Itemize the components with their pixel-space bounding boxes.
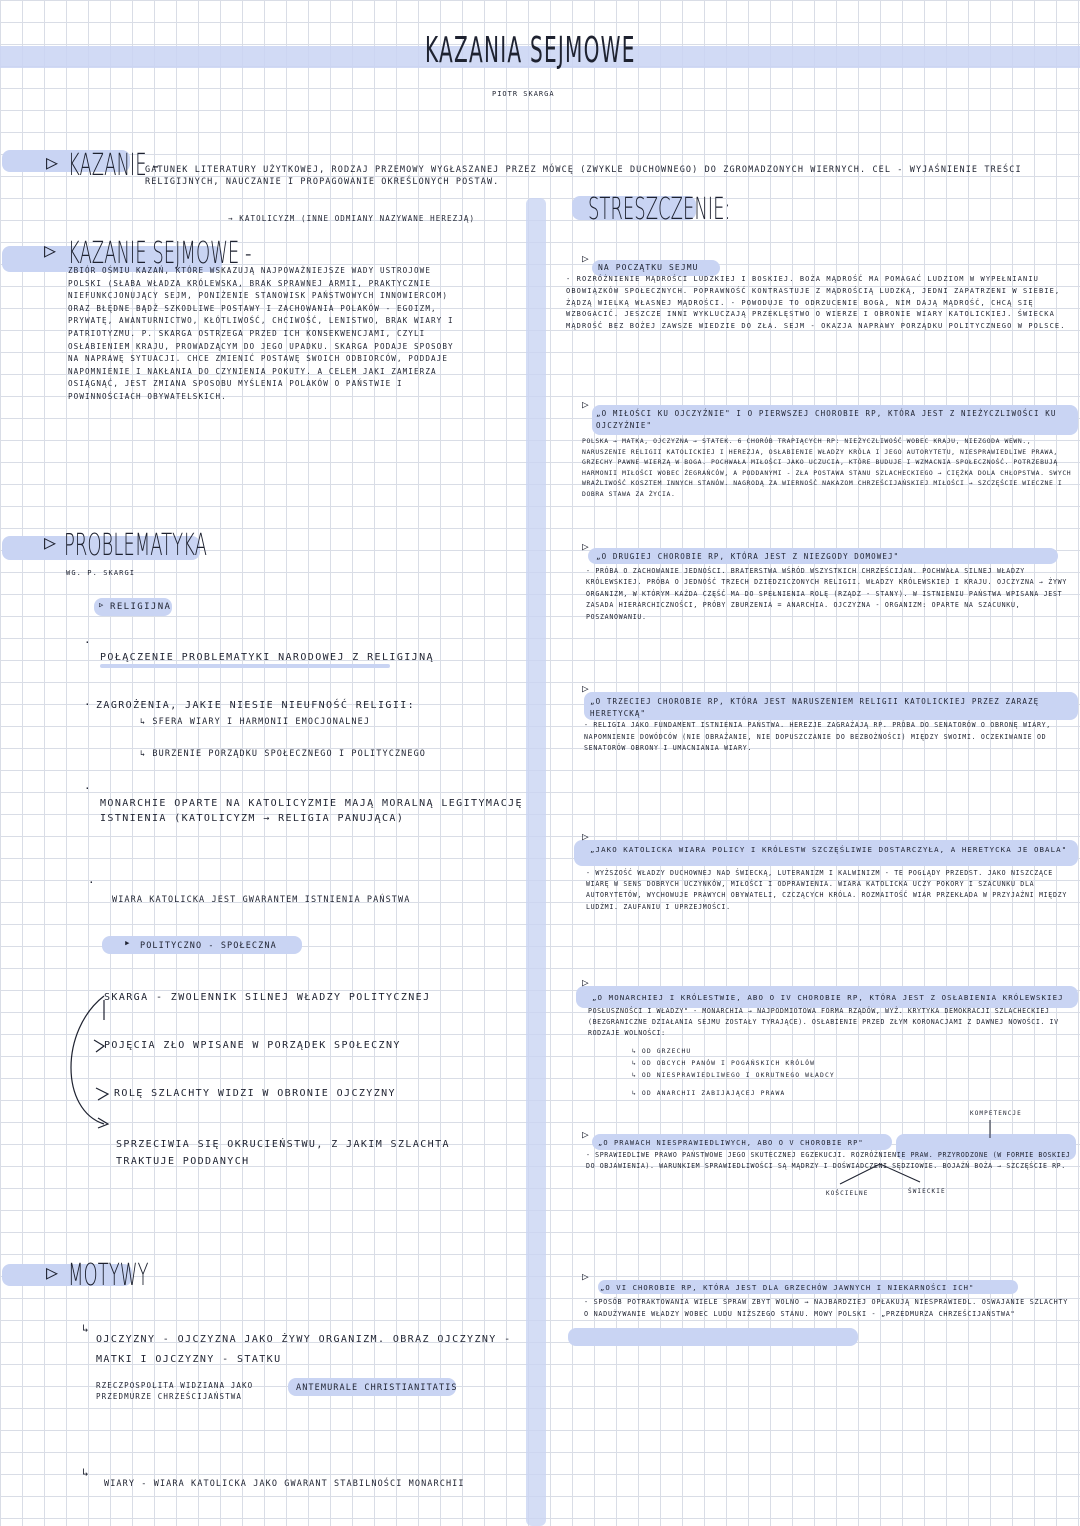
zagrozenie-item: ↳ SFERA WIARY I HARMONII EMOCJONALNEJ	[140, 717, 371, 727]
bullet-icon: ·	[84, 782, 91, 795]
triangle-icon: ▷	[46, 150, 59, 174]
triangle-icon: ▷	[582, 1270, 589, 1283]
summary-title: „O PRAWACH NIESPRAWIEDLIWYCH, ABO O V CHOROBIE RP"	[598, 1139, 864, 1147]
summary-title: „O MONARCHIEJ I KRÓLESTWIE, ABO O IV CHOROBIE RP, KTÓRA JEST Z OSŁABIENIA KRÓLEWSKIEJ	[592, 993, 1064, 1002]
summary-text: POLSKA → MATKA, OJCZYZNA → STATEK. 6 CHORÓB TRAPIĄCYCH RP: NIEŻYCZLIWOŚĆ WOBEC KRAJU, NIEZGODA WEWN., NARUSZENIE RELIGII KATOLICKIEJ I HEREZJA, OSŁABIENIE WŁADZY KRÓLA I JEGO AUTORYTETU, NIESPRAWIEDLIWE PRAWA, GRZECHY PAWNE WIERZĄ W BOGA. POCHWAŁA MIŁOŚCI JAKO UCZUCIA, KTÓRE BUDUJE I WZMACNIA SPOŁECZNOŚĆ. POTRZEBUJĄ HARMONII MIŁOŚCI WOBEC ŻEGRAŃCÓW, A PODDANYMI - ZŁA POSTAWA STANU SZLACHECKIEGO → CIĘŻKA DOLA CHŁOPSTWA. SWYCH WRAŻLIWOŚĆ KOSZTEM INNYCH STANÓW. NAGRODĄ ZA WIERNOŚĆ NAKAZOM CHRZEŚCIJAŃSKIEJ MIŁOŚCI → SZCZĘŚCIE WIECZNE I DOBRA STAWA ZA ŻYCIA.	[582, 437, 1072, 498]
triangle-icon: ▷	[582, 540, 589, 553]
summary-text: - ROZRÓŻNIENIE MĄDROŚCI LUDZKIEJ I BOSKIEJ. BOŻA MĄDROŚĆ MA POMAGAĆ LUDZIOM W WYPEŁNIANIU OBOWIĄZKÓW SPOŁECZNYCH. POPRAWNOŚĆ KONTRASTUJE Z MĄDROŚCIĄ LUDZKĄ, JEDNI ZAPATRZENI W SIEBIE, ŻĄDZĄ WIELKĄ WŁASNEJ MĄDROŚCI. - POWODUJE TO ODRZUCENIE BOGA, NIM DAJĄ MĄDROŚĆ, CHCĄ SIĘ WZBOGACIĆ. JESZCZE INNI WYKLUCZAJĄ PRZEKLĘSTWO O WIERZE I OBRONIE WIARY KATOLICKIEJ. ŚWIECKA MĄDROŚĆ BEZ BOŻEJ ZAWSZE WIEDZIE DO ZŁA. SEJM - OKAZJA NAPRAWY PORZĄDKU POLITYCZNEGO W POLSCE.	[566, 275, 1066, 331]
problem-item: ZAGROŻENIA, JAKIE NIESIE NIEUFNOŚĆ RELIGII:	[96, 700, 416, 711]
triangle-icon: ▷	[582, 398, 589, 411]
kazanie-sejmowe-heading: KAZANIE SEJMOWE -	[68, 236, 252, 271]
bullet-icon: ·	[84, 636, 91, 649]
triangle-icon: ▹	[98, 598, 105, 611]
arrow-icon: ↳	[82, 1466, 89, 1479]
kazanie-heading: KAZANIE -	[68, 148, 159, 183]
triangle-icon: ▷	[44, 530, 57, 554]
branch-left: KOŚCIELNE	[826, 1190, 869, 1197]
summary-title: „O TRZECIEJ CHOROBIE RP, KTÓRA JEST NARUSZENIEM RELIGII KATOLICKIEJ PRZEZ ZARAZĘ HERETYCKĄ"	[590, 697, 1040, 718]
bullet-icon: ·	[84, 698, 91, 711]
motywy-heading: MOTYWY	[68, 1258, 149, 1293]
kazanie-sejmowe-definition: ZBIÓR OŚMIU KAZAŃ, KTÓRE WSKAZUJĄ NAJPOWAŻNIEJSZE WADY USTROJOWE POLSKI (SŁABA WŁADZA KRÓLEWSKA, BRAK SPRAWNEJ ARMII, PRAKTYCZNIE NIEFUNKCJONUJĄCY SEJM, PONIŻENIE STANOWISK PAŃSTWOWYCH INNOWIERCOM) ORAZ BŁĘDNE BĄDŹ SZKODLIWE POSTAWY I ZACHOWANIA POLAKÓW - EGOIZM, PRYWATĘ, AWANTURNICTWO, KŁÓTLIWOŚĆ, CHCIWOŚĆ, LENISTWO, BRAK WIARY I PATRIOTYZMU. P. SKARGA OSTRZEGA PRZED ICH KONSEKWENCJAMI, CZYLI OSŁABIENIEM KRAJU, PROWADZĄCYM DO JEGO UPADKU. SKARGA PODAJE SPOSOBY NA NAPRAWĘ SYTUACJI. CHCE ZMIENIĆ POSTAWĘ SWOICH ODBIORCÓW, PODDAJE NAPOMNIENIE I NAKŁANIA DO CZYNIENIA POKUTY. A CELEM JAKI ZAMIERZA OSIĄGNĄĆ, JEST ZMIANA SPOSOBU MYŚLENIA POLAKÓW O PAŃSTWIE I POWINNOŚCIACH OBYWATELSKICH.	[68, 266, 454, 401]
summary-title: „O VI CHOROBIE RP, KTÓRA JEST DLA GRZECHÓW JAWNYCH I NIEKARNOŚCI ICH"	[600, 1283, 975, 1292]
block-title-highlight	[568, 1328, 858, 1346]
triangle-icon: ▷	[582, 830, 589, 843]
freedom-item: ↳ OD ANARCHII ZABIJAJĄCEJ PRAWA	[632, 1089, 786, 1097]
summary-text: - RELIGIA JAKO FUNDAMENT ISTNIENIA PAŃSTWA. HEREZJE ZAGRAŻAJĄ RP. PRÓBA DO SENATORÓW O OBRONĘ WIARY, NAPOMNIENIE DOWÓDCÓW (NIE OBRAŻANIE, NIE DOPUSZCZANIE DO BEZBOŻNOŚCI) MIĘDZY SWOIMI. OCZEKIWANIE OD SENATORÓW OBRONY I UMACNIANIA WIARY.	[584, 721, 1051, 753]
polityczno-item: POJĘCIA ZŁO WPISANE W PORZĄDEK SPOŁECZNY	[104, 1040, 401, 1051]
triangle-icon: ▷	[582, 1128, 589, 1141]
branch-top: KOMPETENCJE	[970, 1110, 1022, 1117]
author: PIOTR SKARGA	[492, 90, 555, 98]
triangle-icon: ▷	[582, 682, 589, 695]
triangle-icon: ▷	[582, 252, 589, 265]
page-title: KAZANIA SEJMOWE	[425, 30, 636, 71]
bullet-icon: ·	[88, 876, 95, 889]
summary-title: „JAKO KATOLICKA WIARA POLICY I KRÓLESTW SZCZĘŚLIWIE DOSTARCZYŁA, A HERETYCKA JE OBALA"	[590, 845, 1068, 854]
streszczenie-heading: STRESZCZENIE:	[588, 192, 731, 227]
problem-item: MONARCHIE OPARTE NA KATOLICYZMIE MAJĄ MORALNĄ LEGITYMACJĘ ISTNIENIA (KATOLICYZM → RELIGIA PANUJĄCA)	[100, 798, 523, 824]
triangle-icon: ▷	[582, 976, 589, 989]
motyw-item: OJCZYZNY - OJCZYZNA JAKO ŻYWY ORGANIZM. OBRAZ OJCZYZNY - MATKI I OJCZYZNY - STATKU	[96, 1334, 512, 1365]
polityczno-label: POLITYCZNO - SPOŁECZNA	[140, 941, 277, 951]
problem-item: WIARA KATOLICKA JEST GWARANTEM ISTNIENIA PAŃSTWA	[112, 895, 411, 905]
katolicyzm-note: → KATOLICYZM (INNE ODMIANY NAZYWANE HEREZJĄ)	[228, 214, 476, 223]
triangle-icon: ▷	[46, 1260, 59, 1284]
polityczno-item: SPRZECIWIA SIĘ OKRUCIEŃSTWU, Z JAKIM SZLACHTA TRAKTUJE PODDANYCH	[116, 1139, 450, 1167]
problematyka-heading: PROBLEMATYKA	[64, 528, 207, 563]
motyw-item: ANTEMURALE CHRISTIANITATIS	[296, 1383, 458, 1393]
summary-text: - PRÓBA O ZACHOWANIE JEDNOŚCI. BRATERSTWA WŚRÓD WSZYSTKICH CHRZEŚCIJAN. POCHWAŁA SILNEJ WŁADZY KRÓLEWSKIEJ. PRÓBA O JEDNOŚĆ TRZECH DZIEDZICZONYCH RELIGII. WŁADZY KRÓLEWSKIEJ I KRAJU. OJCZYZNA → ŻYWY ORGANIZM, W KTÓRYM KAŻDA CZĘŚĆ MA DO SPEŁNIENIA ROLĘ (RZĄDZ - STANY). W ISTNIENIU PAŃSTWA WPISANA JEST ZASADA HIERARCHICZNOŚCI, PRÓBY ZBURZENIA = ANARCHIA. OJCZYZNA - ORGANIZM: OPARTE NA SZACUNKU, POSZANOWANIU.	[586, 567, 1067, 621]
summary-title: „O MIŁOŚCI KU OJCZYŹNIE" I O PIERWSZEJ CHOROBIE RP, KTÓRA JEST Z NIEŻYCZLIWOŚCI KU OJCZYŹNIE"	[596, 409, 1057, 430]
polityczno-item: ROLĘ SZLACHTY WIDZI W OBRONIE OJCZYZNY	[114, 1088, 396, 1099]
summary-title: „O DRUGIEJ CHOROBIE RP, KTÓRA JEST Z NIEZGODY DOMOWEJ"	[596, 552, 900, 561]
zagrozenie-item: ↳ BURZENIE PORZĄDKU SPOŁECZNEGO I POLITYCZNEGO	[140, 749, 427, 759]
triangle-icon: ▷	[44, 238, 57, 262]
summary-text: - SPOSÓB POTRAKTOWANIA WIELE SPRAW ZBYT WOLNO → NAJBARDZIEJ OPŁAKUJĄ NIESPRAWIEDL. OSWAJANIE SZLACHTY O NADUŻYWANIE WŁADZY WOBEC LUDU NIŻSZEGO STANU. MOWY POLSKI - „PRZEDMURZA CHRZEŚCIJAŃSTWA"	[584, 1298, 1068, 1318]
problem-item: POŁĄCZENIE PROBLEMATYKI NARODOWEJ Z RELIGIJNĄ	[100, 652, 434, 663]
kazanie-definition: GATUNEK LITERATURY UŻYTKOWEJ, RODZAJ PRZEMOWY WYGŁASZANEJ PRZEZ MÓWCĘ (ZWYKLE DUCHOWNEGO) DO ZGROMADZONYCH WIERNYCH. CEL - WYJAŚNIENIE TREŚCI RELIGIJNYCH, NAUCZANIE I PROPAGOWANIE OKREŚLONYCH POSTAW.	[145, 165, 1022, 187]
triangle-icon: ▸	[124, 936, 131, 949]
motyw-item: WIARY - WIARA KATOLICKA JAKO GWARANT STABILNOŚCI MONARCHII	[104, 1479, 465, 1489]
freedom-item: ↳ OD GRZECHU	[632, 1047, 692, 1055]
summary-text: POSŁUSZNOŚCI I WŁADZY" - MONARCHIA → NAJPODMIOTOWA FORMA RZĄDÓW, WYŻ. KRYTYKA DEMOKRACJI SZLACHECKIEJ (BEZGRANICZNE DZIAŁANIA SEJMU ZOSTAŁY TYRAJĄCE). OSŁABIENIE PRZED ZŁYM KORONACJAMI Z DAWNEJ NOWOŚCI. IV RODZAJE WOLNOŚCI:	[588, 1007, 1059, 1037]
summary-text: - SPRAWIEDLIWE PRAWO PAŃSTWOWE JEGO SKUTECZNEJ EGZEKUCJI. ROZRÓŻNIENIE PRAW. PRZYRODZONE (W FORMIE BOSKIEJ DO OBJAWIENIA). WARUNKIEM SPRAWIEDLIWOŚCI SĄ MĄDRZY I DOŚWIADCZENI SĘDZIOWIE. BOJAŹŃ BOŻA → SZCZĘŚCIE RP.	[586, 1151, 1071, 1170]
polityczno-item: SKARGA - ZWOLENNIK SILNEJ WŁADZY POLITYCZNEJ	[104, 992, 431, 1003]
freedom-item: ↳ OD NIESPRAWIEDLIWEGO I OKRUTNEGO WŁADCY	[632, 1071, 835, 1079]
arrow-icon: ↳	[82, 1322, 89, 1335]
problematyka-sub: WG. P. SKARGI	[66, 569, 136, 577]
summary-text: - WYŻSZOŚĆ WŁADZY DUCHOWNEJ NAD ŚWIECKĄ, LUTERANIZM I KALWINIZM - TE POGLĄDY PRZEDST. JAKO NISZCZĄCE WIARĘ W SENS DOBRYCH UCZYNKÓW, MIŁOŚCI I ODPRAWIENIA. WIARA KATOLICKA UCZY POKORY I SZACUNKU DLA AUTORYTETÓW, WYCHOWUJE PRAWYCH OBYWATELI, CZCZĄCYCH KRÓLA. ROZMAITOŚĆ WIAR PRZEKŁADA W PRZYJAŹNI MIĘDZY LUDŹMI. ZAUFANIU I UPRZEJMOŚCI.	[586, 869, 1067, 911]
religijna-label: RELIGIJNA	[110, 602, 172, 612]
summary-title: NA POCZĄTKU SEJMU	[598, 263, 699, 272]
branch-right: ŚWIECKIE	[908, 1188, 946, 1195]
freedom-item: ↳ OD OBCYCH PANÓW I POGAŃSKICH KRÓLÓW	[632, 1059, 816, 1067]
motyw-item: RZECZPOSPOLITA WIDZIANA JAKO PRZEDMURZE CHRZEŚCIJAŃSTWA	[96, 1381, 254, 1401]
